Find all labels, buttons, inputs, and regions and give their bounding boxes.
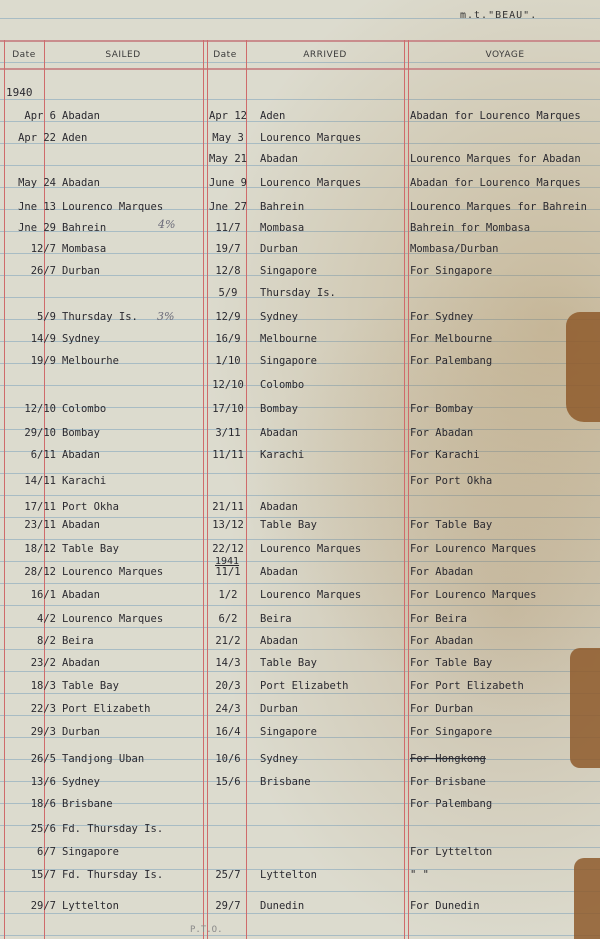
arrived-port: Port Elizabeth xyxy=(260,680,349,692)
sailed-date: 14/9 xyxy=(30,333,56,345)
voyage-text: Abadan for Lourenco Marques xyxy=(410,177,581,189)
arrived-port: Durban xyxy=(260,243,298,255)
sailed-date: 19/9 xyxy=(30,355,56,367)
header-date-sailed: Date xyxy=(12,50,36,60)
arrived-date: 15/6 xyxy=(215,776,241,788)
footer-mark: P.T.O. xyxy=(190,925,223,935)
table-row xyxy=(0,753,600,773)
voyage-text: For Bombay xyxy=(410,403,474,415)
sailed-date: 18/12 xyxy=(24,543,56,555)
sailed-port: Brisbane xyxy=(62,798,113,810)
arrived-port: Melbourne xyxy=(260,333,317,345)
table-row xyxy=(0,869,600,889)
sailed-date: Apr 6 xyxy=(24,110,56,122)
voyage-text: For Lourenco Marques xyxy=(410,589,537,601)
voyage-text: For Table Bay xyxy=(410,657,493,669)
arrived-date: Apr 12 xyxy=(209,110,247,122)
arrived-date: 1/10 xyxy=(215,355,241,367)
arrived-port: Abadan xyxy=(260,427,298,439)
arrived-date: 21/11 xyxy=(212,501,244,513)
arrived-date: 16/9 xyxy=(215,333,241,345)
sailed-date: 29/3 xyxy=(30,726,56,738)
table-row xyxy=(0,635,600,655)
table-row xyxy=(0,703,600,723)
sailed-date: 26/7 xyxy=(30,265,56,277)
table-row xyxy=(0,449,600,469)
sailed-date: 17/11 xyxy=(24,501,56,513)
arrived-port: Dunedin xyxy=(260,900,305,912)
voyage-text: For Port Okha xyxy=(410,475,493,487)
ship-title: m.t."BEAU". xyxy=(460,10,538,21)
voyage-text: For Abadan xyxy=(410,427,474,439)
arrived-port: Thursday Is. xyxy=(260,287,336,299)
voyage-text: Lourenco Marques for Abadan xyxy=(410,153,581,165)
arrived-date: 11/11 xyxy=(212,449,244,461)
voyage-text: For Port Elizabeth xyxy=(410,680,524,692)
sailed-port: Beira xyxy=(62,635,94,647)
table-row xyxy=(0,900,600,920)
margin-note: 4% xyxy=(158,218,176,231)
sailed-port: Abadan xyxy=(62,589,100,601)
sailed-date: Jne 29 xyxy=(18,222,56,234)
table-row xyxy=(0,475,600,495)
year-1940: 1940 xyxy=(6,86,33,99)
sailed-port: Lourenco Marques xyxy=(62,566,164,578)
header-voyage: VOYAGE xyxy=(485,50,525,60)
voyage-text: For Durban xyxy=(410,703,474,715)
sailed-port: Tandjong Uban xyxy=(62,753,145,765)
sailed-date: 14/11 xyxy=(24,475,56,487)
arrived-port: Bombay xyxy=(260,403,298,415)
voyage-text: For Hongkong xyxy=(410,753,486,765)
table-row xyxy=(0,846,600,866)
voyage-text: Abadan for Lourenco Marques xyxy=(410,110,581,122)
table-row xyxy=(0,153,600,173)
arrived-date: 3/11 xyxy=(215,427,241,439)
sailed-date: 22/3 xyxy=(30,703,56,715)
table-row xyxy=(0,110,600,130)
table-row xyxy=(0,265,600,285)
arrived-date: 16/4 xyxy=(215,726,241,738)
sailed-port: Port Elizabeth xyxy=(62,703,151,715)
sailed-date: 23/2 xyxy=(30,657,56,669)
sailed-date: 18/3 xyxy=(30,680,56,692)
arrived-port: Lourenco Marques xyxy=(260,177,362,189)
arrived-port: Aden xyxy=(260,110,286,122)
voyage-text: For Lourenco Marques xyxy=(410,543,537,555)
sailed-port: Thursday Is. xyxy=(62,311,138,323)
arrived-port: Singapore xyxy=(260,265,317,277)
table-row xyxy=(0,501,600,521)
table-row xyxy=(0,201,600,221)
arrived-date: June 9 xyxy=(209,177,247,189)
arrived-port: Sydney xyxy=(260,753,298,765)
header-date-arrived: Date xyxy=(213,50,237,60)
table-row xyxy=(0,132,600,152)
sailed-date: 28/12 xyxy=(24,566,56,578)
sailed-date: 25/6 xyxy=(30,823,56,835)
header-top-rule xyxy=(0,40,600,42)
sailed-port: Fd. Thursday Is. xyxy=(62,869,164,881)
arrived-port: Sydney xyxy=(260,311,298,323)
table-row xyxy=(0,798,600,818)
sailed-date: 26/5 xyxy=(30,753,56,765)
sailed-date: 5/9 xyxy=(37,311,56,323)
sailed-date: May 24 xyxy=(18,177,56,189)
sailed-port: Mombasa xyxy=(62,243,107,255)
voyage-text: " " xyxy=(410,869,429,881)
arrived-date: 5/9 xyxy=(218,287,238,299)
sailed-port: Table Bay xyxy=(62,543,119,555)
voyage-text: For Palembang xyxy=(410,355,493,367)
arrived-port: Mombasa xyxy=(260,222,305,234)
sailed-port: Fd. Thursday Is. xyxy=(62,823,164,835)
table-row xyxy=(0,566,600,586)
arrived-port: Singapore xyxy=(260,355,317,367)
year-1941-note: 1941 xyxy=(215,556,240,567)
arrived-date: 13/12 xyxy=(212,519,244,531)
arrived-date: 12/10 xyxy=(212,379,244,391)
sailed-date: Apr 22 xyxy=(18,132,56,144)
arrived-date: Jne 27 xyxy=(209,201,247,213)
sailed-port: Abadan xyxy=(62,110,100,122)
sailed-date: Jne 13 xyxy=(18,201,56,213)
sailed-date: 13/6 xyxy=(30,776,56,788)
voyage-text: For Dunedin xyxy=(410,900,480,912)
sailed-port: Lourenco Marques xyxy=(62,201,164,213)
voyage-text: For Palembang xyxy=(410,798,493,810)
sailed-port: Karachi xyxy=(62,475,107,487)
sailed-port: Abadan xyxy=(62,519,100,531)
table-row xyxy=(0,427,600,447)
arrived-port: Brisbane xyxy=(260,776,311,788)
sailed-date: 12/10 xyxy=(24,403,56,415)
arrived-port: Table Bay xyxy=(260,519,317,531)
voyage-text: For Singapore xyxy=(410,726,493,738)
sailed-port: Durban xyxy=(62,726,100,738)
sailed-date: 4/2 xyxy=(37,613,56,625)
sailed-port: Lyttelton xyxy=(62,900,119,912)
arrived-port: Table Bay xyxy=(260,657,317,669)
arrived-date: May 21 xyxy=(209,153,247,165)
header-sailed: SAILED xyxy=(105,50,141,60)
arrived-date: 20/3 xyxy=(215,680,241,692)
arrived-date: 25/7 xyxy=(215,869,241,881)
arrived-port: Lourenco Marques xyxy=(260,132,362,144)
table-row xyxy=(0,823,600,843)
arrived-date: 1/2 xyxy=(218,589,238,601)
arrived-port: Lyttelton xyxy=(260,869,317,881)
table-row xyxy=(0,177,600,197)
sailed-date: 29/7 xyxy=(30,900,56,912)
arrived-port: Singapore xyxy=(260,726,317,738)
arrived-date: May 3 xyxy=(212,132,244,144)
arrived-date: 12/9 xyxy=(215,311,241,323)
arrived-date: 14/3 xyxy=(215,657,241,669)
sailed-port: Bahrein xyxy=(62,222,107,234)
voyage-text: Lourenco Marques for Bahrein xyxy=(410,201,588,213)
sailed-port: Lourenco Marques xyxy=(62,613,164,625)
voyage-text: For Beira xyxy=(410,613,467,625)
table-row xyxy=(0,355,600,375)
sailed-port: Abadan xyxy=(62,657,100,669)
table-row xyxy=(0,333,600,353)
arrived-date: 22/12 xyxy=(212,543,244,555)
header-arrived: ARRIVED xyxy=(303,50,347,60)
arrived-date: 19/7 xyxy=(215,243,241,255)
arrived-port: Beira xyxy=(260,613,292,625)
sailed-port: Abadan xyxy=(62,177,100,189)
arrived-port: Abadan xyxy=(260,153,298,165)
sailed-date: 23/11 xyxy=(24,519,56,531)
table-row xyxy=(0,613,600,633)
table-row xyxy=(0,589,600,609)
arrived-date: 10/6 xyxy=(215,753,241,765)
sailed-port: Melbourhe xyxy=(62,355,119,367)
voyage-text: For Lyttelton xyxy=(410,846,493,858)
table-row xyxy=(0,403,600,423)
header-bottom-rule xyxy=(0,68,600,70)
sailed-port: Aden xyxy=(62,132,88,144)
arrived-date: 17/10 xyxy=(212,403,244,415)
sailed-port: Sydney xyxy=(62,776,100,788)
table-row xyxy=(0,726,600,746)
margin-note: 3% xyxy=(157,310,175,323)
arrived-date: 29/7 xyxy=(215,900,241,912)
table-row xyxy=(0,287,600,307)
sailed-port: Table Bay xyxy=(62,680,119,692)
voyage-text: Mombasa/Durban xyxy=(410,243,499,255)
sailed-date: 18/6 xyxy=(30,798,56,810)
sailed-port: Durban xyxy=(62,265,100,277)
voyage-text: For Table Bay xyxy=(410,519,493,531)
sailed-date: 29/10 xyxy=(24,427,56,439)
table-row xyxy=(0,311,600,331)
table-row xyxy=(0,680,600,700)
voyage-text: For Sydney xyxy=(410,311,474,323)
sailed-port: Bombay xyxy=(62,427,100,439)
voyage-text: For Abadan xyxy=(410,635,474,647)
table-row xyxy=(0,519,600,539)
table-row xyxy=(0,379,600,399)
sailed-port: Port Okha xyxy=(62,501,119,513)
arrived-date: 24/3 xyxy=(215,703,241,715)
sailed-port: Colombo xyxy=(62,403,107,415)
sailed-date: 6/7 xyxy=(37,846,56,858)
voyage-text: For Singapore xyxy=(410,265,493,277)
voyage-text: For Abadan xyxy=(410,566,474,578)
table-row xyxy=(0,776,600,796)
voyage-text: For Melbourne xyxy=(410,333,493,345)
sailed-date: 8/2 xyxy=(37,635,56,647)
sailed-date: 6/11 xyxy=(30,449,56,461)
sailed-date: 12/7 xyxy=(30,243,56,255)
sailed-port: Singapore xyxy=(62,846,119,858)
arrived-port: Abadan xyxy=(260,635,298,647)
table-row xyxy=(0,657,600,677)
table-row xyxy=(0,543,600,563)
sailed-date: 15/7 xyxy=(30,869,56,881)
voyage-text: Bahrein for Mombasa xyxy=(410,222,531,234)
arrived-date: 11/7 xyxy=(215,222,241,234)
sailed-date: 16/1 xyxy=(30,589,56,601)
arrived-date: 21/2 xyxy=(215,635,241,647)
arrived-port: Lourenco Marques xyxy=(260,543,362,555)
arrived-port: Bahrein xyxy=(260,201,305,213)
table-row xyxy=(0,243,600,263)
arrived-date: 11/1 xyxy=(215,566,241,578)
arrived-port: Lourenco Marques xyxy=(260,589,362,601)
arrived-port: Colombo xyxy=(260,379,305,391)
arrived-port: Abadan xyxy=(260,566,298,578)
voyage-text: For Brisbane xyxy=(410,776,486,788)
arrived-date: 6/2 xyxy=(218,613,238,625)
arrived-date: 12/8 xyxy=(215,265,241,277)
table-row xyxy=(0,222,600,242)
sailed-port: Abadan xyxy=(62,449,100,461)
sailed-port: Sydney xyxy=(62,333,100,345)
voyage-text: For Karachi xyxy=(410,449,480,461)
arrived-port: Karachi xyxy=(260,449,305,461)
arrived-port: Durban xyxy=(260,703,298,715)
arrived-port: Abadan xyxy=(260,501,298,513)
